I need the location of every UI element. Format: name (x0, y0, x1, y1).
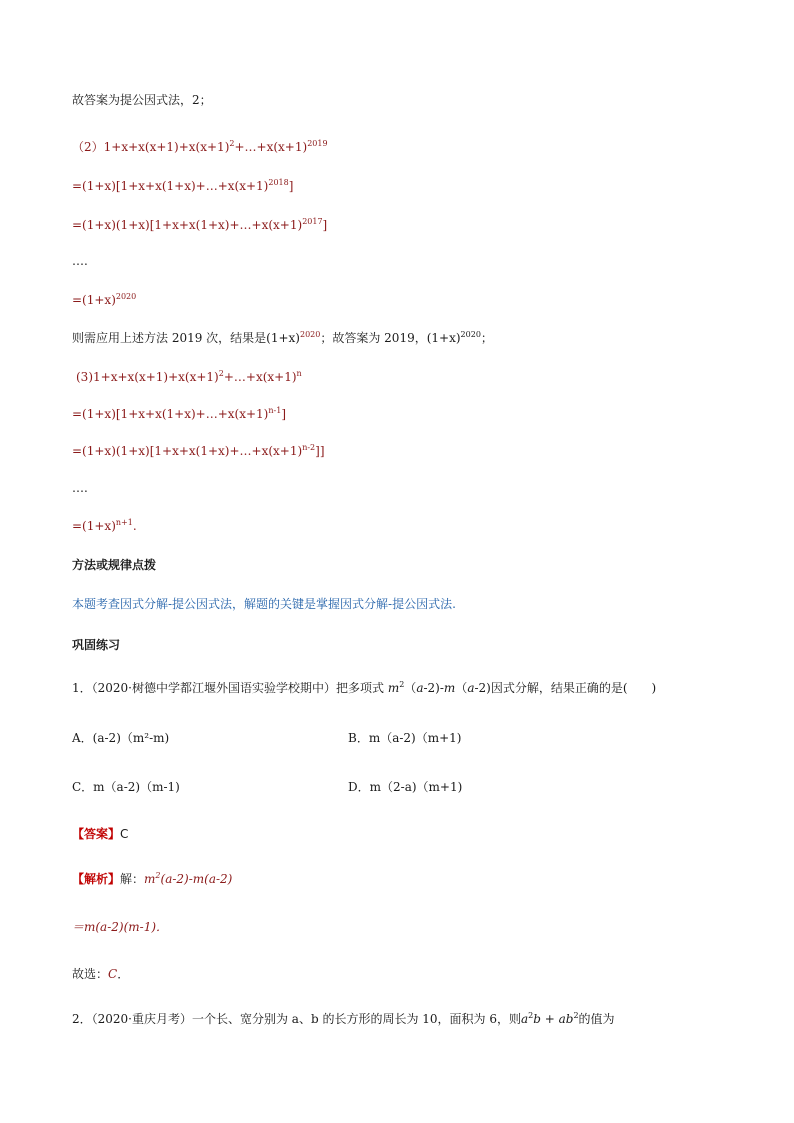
choice-prefix: 故选： (72, 967, 109, 981)
stem-var: m (443, 681, 456, 695)
stem-text: 的值为 (578, 1012, 615, 1026)
exponent: 2019 (307, 139, 328, 148)
choice-suffix: ． (117, 967, 130, 981)
option-d: D．m（2-a)（m+1) (348, 780, 463, 794)
expr-text: m (144, 872, 156, 886)
expression-line-6 (72, 292, 136, 308)
answer-label: 【答案】 (72, 827, 121, 841)
exponent: 2 (218, 369, 224, 378)
exponent: n-2 (302, 443, 316, 452)
expr-text: 则需应用上述方法 2019 次，结果是(1+x) (72, 331, 300, 345)
expr-text: ； (480, 331, 493, 345)
stem-var: m (387, 681, 400, 695)
exponent: 2 (573, 1011, 579, 1020)
expr-text: ]] (315, 444, 325, 458)
exponent: 2 (528, 1011, 534, 1020)
stem-text: 2．（2020·重庆月考）一个长、宽分别为 a、b 的长方形的周长为 10，面积为 6，则 (72, 1012, 521, 1026)
ellipsis-line-5: …. (72, 254, 88, 268)
expr-text: +…+x(x+1) (234, 140, 308, 154)
expr-text: （2）1+x+x(x+1)+x(x+1) (72, 140, 230, 154)
conclusion-line-7 (72, 330, 493, 346)
choice-line (72, 966, 129, 982)
exponent: 2 (229, 139, 235, 148)
stem-text: （ (404, 681, 417, 695)
expr-text: (3)1+x+x(x+1)+x(x+1) (76, 370, 219, 384)
exponent: n (296, 369, 302, 378)
expression-line-12 (72, 518, 137, 534)
practice-heading: 巩固练习 (72, 638, 121, 652)
option-a: A．(a-2)（m²-m) (72, 731, 170, 745)
expr-text: =(1+x) (72, 519, 116, 533)
method-heading: 方法或规律点拨 (72, 558, 157, 572)
expr-text: =(1+x)(1+x)[1+x+x(1+x)+…+x(x+1) (72, 444, 303, 458)
option-b: B．m（a-2)（m+1) (348, 731, 462, 745)
choice-value: C (108, 967, 118, 981)
answer-line-1: 故答案为提公因式法，2； (72, 93, 212, 107)
expression-line-4 (72, 217, 327, 233)
exponent: 2017 (302, 217, 323, 226)
analysis-label: 【解析】 (72, 872, 121, 886)
expr-text: ；故答案为 2019，(1+x) (320, 331, 461, 345)
stem-text: 1．（2020·树德中学都江堰外国语实验学校期中）把多项式 (72, 681, 388, 695)
option-c: C．m（a-2)（m-1) (72, 780, 180, 794)
expr-text: ] (322, 218, 328, 232)
exponent: 2020 (460, 330, 481, 339)
expression-line-8 (76, 369, 302, 385)
stem-text: -2)- (423, 681, 444, 695)
exponent: 2 (399, 680, 405, 689)
expression-line-9 (72, 406, 286, 422)
expr-text: =(1+x) (72, 293, 116, 307)
exponent: 2 (155, 871, 161, 880)
question-1-stem (72, 680, 656, 696)
answer-value: C (120, 827, 129, 841)
ellipsis-line-11: …. (72, 481, 88, 495)
exponent: 2018 (268, 178, 289, 187)
expr-text: ] (281, 407, 286, 421)
expr-text: =(1+x)[1+x+x(1+x)+…+x(x+1) (72, 179, 269, 193)
expr-text: ] (288, 179, 294, 193)
expr-var: b + ab (533, 1012, 574, 1026)
expr-text: (a-2)-m(a-2) (160, 872, 233, 886)
expression-line-2 (72, 139, 328, 155)
expr-var: a (521, 1012, 529, 1026)
expr-text: =(1+x)[1+x+x(1+x)+…+x(x+1) (72, 407, 269, 421)
analysis-prefix: 解： (120, 872, 145, 886)
expr-text: . (132, 519, 137, 533)
answer-row (72, 826, 128, 842)
stem-text: （ (455, 681, 468, 695)
expr-text: +…+x(x+1) (223, 370, 297, 384)
expression-line-3 (72, 178, 293, 194)
expr-text: =(1+x)(1+x)[1+x+x(1+x)+…+x(x+1) (72, 218, 303, 232)
exponent: n-1 (268, 406, 282, 415)
exponent: 2020 (115, 292, 137, 301)
exponent: n+1 (115, 518, 133, 527)
analysis-row (72, 871, 232, 887)
method-text: 本题考查因式分解-提公因式法，解题的关键是掌握因式分解-提公因式法. (72, 597, 456, 611)
question-2-stem (72, 1011, 615, 1027)
stem-var: a (467, 681, 475, 695)
stem-var: a (416, 681, 424, 695)
exponent: 2020 (300, 330, 321, 339)
analysis-step: ＝m(a-2)(m-1)． (72, 920, 169, 934)
stem-text: -2)因式分解，结果正确的是( ) (474, 681, 657, 695)
expression-line-10 (72, 443, 325, 459)
